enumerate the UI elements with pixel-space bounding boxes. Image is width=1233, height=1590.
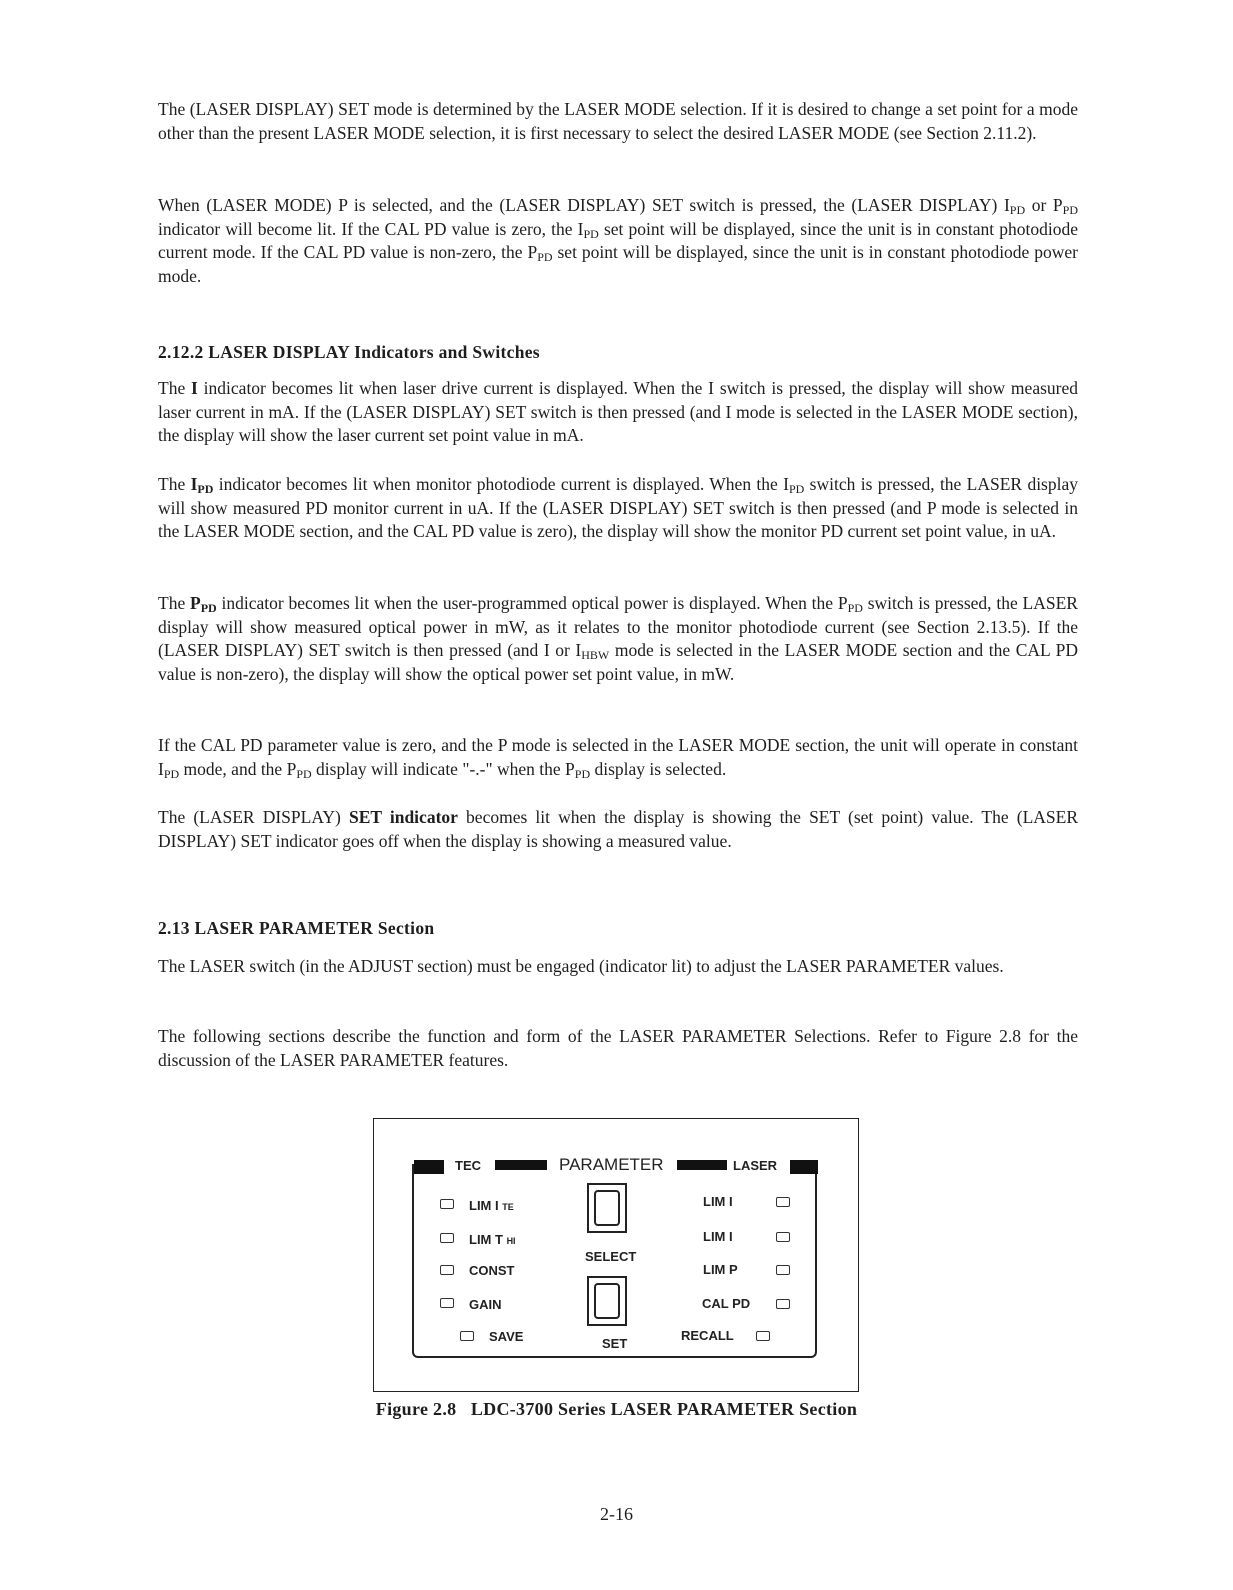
select-label: SELECT: [585, 1249, 637, 1264]
paragraph-set-mode: The (LASER DISPLAY) SET mode is determined by the LASER MODE selection. If it is desired to change a set point for a mode other than the present LASER MODE selection, it is first necessary to select the desired LASER MODE (see Section 2.11.2).: [158, 99, 1078, 143]
parameter-label: PARAMETER: [559, 1155, 664, 1174]
save-led: [460, 1331, 474, 1341]
recall-led: [756, 1331, 770, 1341]
cal-pd-led: [776, 1299, 790, 1309]
set-button[interactable]: [587, 1276, 627, 1326]
laser-label: LASER: [733, 1158, 778, 1173]
lim-t-hi-label: LIM T HI: [469, 1232, 516, 1247]
paragraph-ipd-indicator: The $I_{PD}$ indicator becomes lit when monitor photodiode current is displayed. When the $I_{PD}$ switch is pressed, the LASER display will show measured PD monitor current in uA. If the (LASER DISPLAY) SET switch is then pressed (and P mode is selected in the LASER MODE section, and the CAL PD value is zero), the display will show the monitor PD current set point value, in uA.: [158, 474, 1078, 541]
gain-led: [440, 1298, 454, 1308]
const-label: CONST: [469, 1263, 515, 1278]
paragraph-laser-mode-p: When (LASER MODE) P is selected, and the (LASER DISPLAY) SET switch is pressed, the (LASER DISPLAY) $I_{PD}$ or $P_{PD}$ indicator will become lit. If the CAL PD value is zero, the $I_{PD}$ set point will be displayed, since the unit is in constant photodiode current mode. If the CAL PD value is non-zero, the $P_{PD}$ set point will be displayed, since the unit is in constant photodiode power mode.: [158, 195, 1078, 286]
paragraph-set-indicator: The (LASER DISPLAY) SET indicator becomes lit when the display is showing the SET (set point) value. The (LASER DISPLAY) SET indicator goes off when the display is showing a measured value.: [158, 807, 1078, 851]
lim-t-hi-led: [440, 1233, 454, 1243]
lim-i-led-2: [776, 1232, 790, 1242]
lim-p-label: LIM P: [703, 1262, 738, 1277]
cal-pd-label: CAL PD: [702, 1296, 751, 1311]
lim-i-label-2: LIM I: [703, 1229, 733, 1244]
recall-label: RECALL: [681, 1328, 734, 1343]
header-bar-right: [790, 1160, 818, 1174]
header-bar-tec: [495, 1160, 547, 1170]
lim-i-label-1: LIM I: [703, 1194, 733, 1209]
lim-i-te-label: LIM I TE: [469, 1198, 514, 1213]
set-label: SET: [602, 1336, 628, 1351]
paragraph-following-sections: The following sections describe the function and form of the LASER PARAMETER Selections. Refer to Figure 2.8 for the discussion of the LASER PARAMETER features.: [158, 1026, 1078, 1070]
section-heading-2-12-2: 2.12.2 LASER DISPLAY Indicators and Switches: [158, 342, 540, 362]
section-heading-2-13: 2.13 LASER PARAMETER Section: [158, 918, 435, 938]
gain-label: GAIN: [469, 1297, 502, 1312]
paragraph-i-indicator: The I indicator becomes lit when laser drive current is displayed. When the I switch is pressed, the display will show measured laser current in mA. If the (LASER DISPLAY) SET switch is then pressed (and I mode is selected in the LASER MODE section), the display will show the laser current set point value in mA.: [158, 378, 1078, 445]
lim-p-led: [776, 1265, 790, 1275]
tec-label: TEC: [455, 1158, 481, 1173]
paragraph-cal-pd-zero: If the CAL PD parameter value is zero, and the P mode is selected in the LASER MODE section, the unit will operate in constant $I_{PD}$ mode, and the $P_{PD}$ display will indicate "-.-" when the $P_{PD}$ display is selected.: [158, 735, 1078, 781]
page-number: 2-16: [600, 1504, 633, 1524]
header-bar-laser: [677, 1160, 727, 1170]
save-label: SAVE: [489, 1329, 524, 1344]
const-led: [440, 1265, 454, 1275]
header-bar-left: [414, 1160, 444, 1174]
paragraph-laser-switch: The LASER switch (in the ADJUST section) must be engaged (indicator lit) to adjust the LASER PARAMETER values.: [158, 956, 1004, 976]
select-button[interactable]: [587, 1183, 627, 1233]
lim-i-led-1: [776, 1197, 790, 1207]
figure-caption: Figure 2.8 LDC-3700 Series LASER PARAMETER Section: [375, 1399, 858, 1419]
lim-i-te-led: [440, 1199, 454, 1209]
paragraph-ppd-indicator: The $P_{PD}$ indicator becomes lit when the user-programmed optical power is displayed. When the $P_{PD}$ switch is pressed, the LASER display will show measured optical power in mW, as it relates to the monitor photodiode current (see Section 2.13.5). If the (LASER DISPLAY) SET switch is then pressed (and I or $I_{HBW}$ mode is selected in the LASER MODE section and the CAL PD value is non-zero), the display will show the optical power set point value, in mW.: [158, 593, 1078, 684]
